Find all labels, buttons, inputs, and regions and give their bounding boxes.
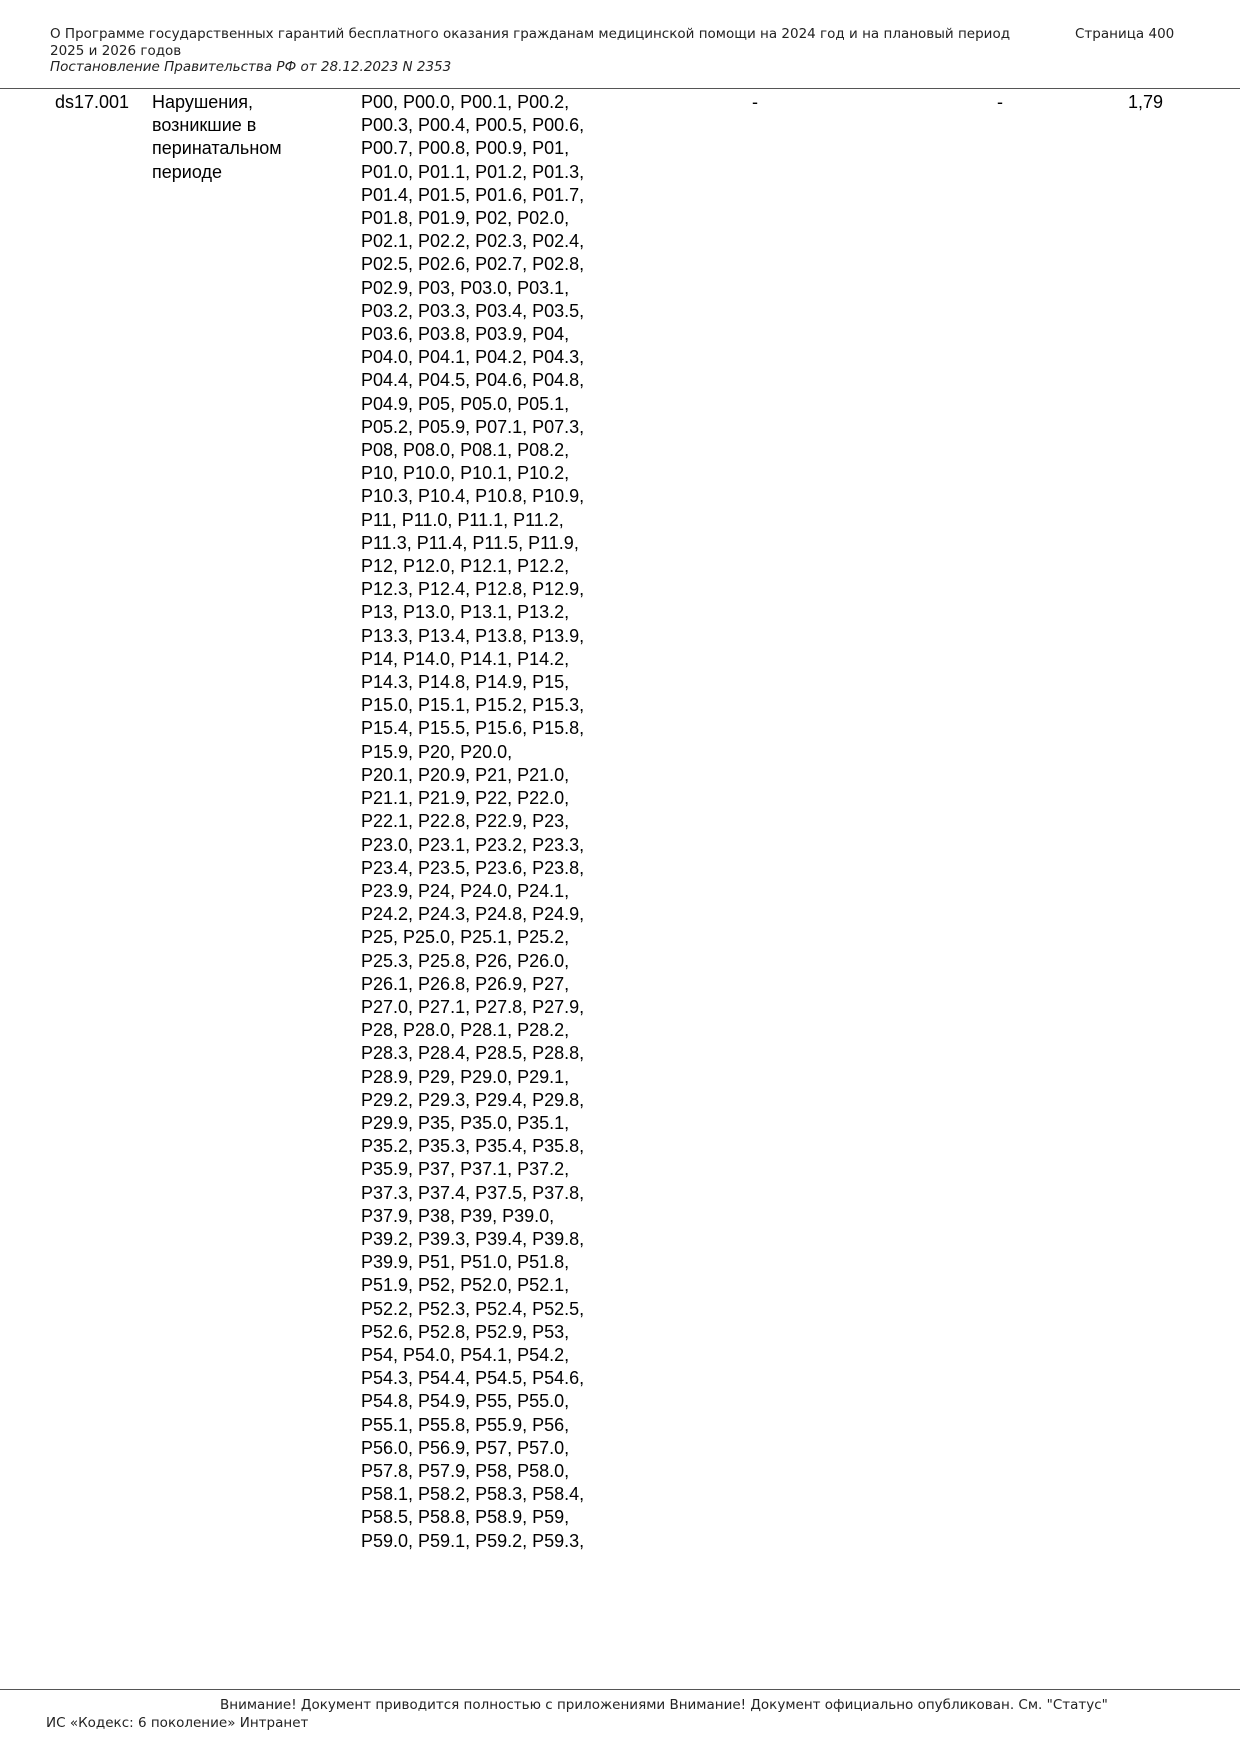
icd-code-line: P39.2, P39.3, P39.4, P39.8, [361,1228,585,1249]
footer-divider [0,1689,1240,1690]
icd-code-line: P01.4, P01.5, P01.6, P01.7, [361,184,585,205]
row-col5-value: - [997,92,1003,112]
icd-code-line: P27.0, P27.1, P27.8, P27.9, [361,996,585,1017]
row-col4-value: - [752,92,758,112]
icd-code-line: P55.1, P55.8, P55.9, P56, [361,1414,570,1435]
icd-code-line: P37.3, P37.4, P37.5, P37.8, [361,1182,585,1203]
icd-code-line: P24.2, P24.3, P24.8, P24.9, [361,904,585,925]
icd-code-line: P02.9, P03, P03.0, P03.1, [361,277,570,298]
icd-code-line: P01.8, P01.9, P02, P02.0, [361,208,570,229]
icd-code-line: P04.4, P04.5, P04.6, P04.8, [361,370,585,391]
header-divider [0,88,1240,89]
icd-code-line: P35.2, P35.3, P35.4, P35.8, [361,1136,585,1157]
icd-code-line: P52.2, P52.3, P52.4, P52.5, [361,1298,585,1319]
icd-code-line: P20.1, P20.9, P21, P21.0, [361,764,570,785]
icd-code-line: P02.1, P02.2, P02.3, P02.4, [361,231,585,252]
icd-code-line: P10, P10.0, P10.1, P10.2, [361,463,570,484]
icd-code-line: P51.9, P52, P52.0, P52.1, [361,1275,570,1296]
icd-code-line: P12.3, P12.4, P12.8, P12.9, [361,579,585,600]
icd-code-line: P13, P13.0, P13.1, P13.2, [361,602,570,623]
icd-code-line: P57.8, P57.9, P58, P58.0, [361,1460,570,1481]
icd-code-line: P21.1, P21.9, P22, P22.0, [361,788,570,809]
icd-code-list [361,91,621,1553]
icd-code-line: P11, P11.0, P11.1, P11.2, [361,509,564,530]
icd-code-line: P39.9, P51, P51.0, P51.8, [361,1252,570,1273]
icd-code-line: P23.9, P24, P24.0, P24.1, [361,880,570,901]
icd-code-line: P08, P08.0, P08.1, P08.2, [361,440,570,461]
row-code: ds17.001 [55,92,130,112]
icd-code-line: P04.9, P05, P05.0, P05.1, [361,393,570,414]
icd-code-line: P15.0, P15.1, P15.2, P15.3, [361,695,585,716]
document-subtitle: Постановление Правительства РФ от 28.12.2023 N 2353 [50,59,452,75]
icd-code-line: P03.6, P03.8, P03.9, P04, [361,324,570,345]
icd-code-line: P56.0, P56.9, P57, P57.0, [361,1437,570,1458]
icd-code-line: P00.3, P00.4, P00.5, P00.6, [361,115,585,136]
icd-code-line: P15.4, P15.5, P15.6, P15.8, [361,718,585,739]
icd-code-line: P52.6, P52.8, P52.9, P53, [361,1321,570,1342]
icd-code-line: P25, P25.0, P25.1, P25.2, [361,927,570,948]
icd-code-line: P29.9, P35, P35.0, P35.1, [361,1112,570,1133]
footer-notice: Внимание! Документ приводится полностью с приложениями Внимание! Документ официально опубликован. См. "Статус" [220,1697,1108,1713]
icd-code-line: P54.8, P54.9, P55, P55.0, [361,1391,570,1412]
icd-code-line: P28, P28.0, P28.1, P28.2, [361,1020,570,1041]
icd-code-line: P14.3, P14.8, P14.9, P15, [361,672,570,693]
icd-code-line: P05.2, P05.9, P07.1, P07.3, [361,416,585,437]
icd-code-line: P28.9, P29, P29.0, P29.1, [361,1066,570,1087]
icd-code-line: P13.3, P13.4, P13.8, P13.9, [361,625,585,646]
icd-code-line: P58.1, P58.2, P58.3, P58.4, [361,1484,585,1505]
icd-code-line: P01.0, P01.1, P01.2, P01.3, [361,161,585,182]
icd-code-line: P54.3, P54.4, P54.5, P54.6, [361,1368,585,1389]
icd-code-line: P00.7, P00.8, P00.9, P01, [361,138,570,159]
icd-code-line: P11.3, P11.4, P11.5, P11.9, [361,532,579,553]
row-coefficient: 1,79 [1128,92,1164,112]
document-title: О Программе государственных гарантий бесплатного оказания гражданам медицинской помощи на 2024 год и на плановый период 2025 и 2026 годов [50,26,1011,59]
icd-code-line: P59.0, P59.1, P59.2, P59.3, [361,1530,585,1551]
row-name: Нарушения, возникшие в перинатальном периоде [152,92,282,182]
icd-code-line: P22.1, P22.8, P22.9, P23, [361,811,570,832]
icd-code-line: P25.3, P25.8, P26, P26.0, [361,950,570,971]
icd-code-line: P02.5, P02.6, P02.7, P02.8, [361,254,585,275]
icd-code-line: P26.1, P26.8, P26.9, P27, [361,973,570,994]
icd-code-line: P37.9, P38, P39, P39.0, [361,1205,555,1226]
icd-code-line: P14, P14.0, P14.1, P14.2, [361,648,570,669]
page-number: Страница 400 [1075,26,1175,42]
icd-code-line: P23.4, P23.5, P23.6, P23.8, [361,857,585,878]
icd-code-line: P10.3, P10.4, P10.8, P10.9, [361,486,585,507]
icd-code-line: P12, P12.0, P12.1, P12.2, [361,556,570,577]
icd-code-line: P29.2, P29.3, P29.4, P29.8, [361,1089,585,1110]
icd-code-line: P35.9, P37, P37.1, P37.2, [361,1159,570,1180]
icd-code-line: P00, P00.0, P00.1, P00.2, [361,92,570,112]
icd-code-line: P04.0, P04.1, P04.2, P04.3, [361,347,585,368]
document-header [50,26,1050,76]
icd-code-line: P54, P54.0, P54.1, P54.2, [361,1344,570,1365]
footer-source: ИС «Кодекс: 6 поколение» Интранет [46,1715,309,1731]
icd-code-line: P58.5, P58.8, P58.9, P59, [361,1507,570,1528]
icd-code-line: P15.9, P20, P20.0, [361,741,513,762]
icd-code-line: P23.0, P23.1, P23.2, P23.3, [361,834,585,855]
icd-code-line: P03.2, P03.3, P03.4, P03.5, [361,300,585,321]
icd-code-line: P28.3, P28.4, P28.5, P28.8, [361,1043,585,1064]
